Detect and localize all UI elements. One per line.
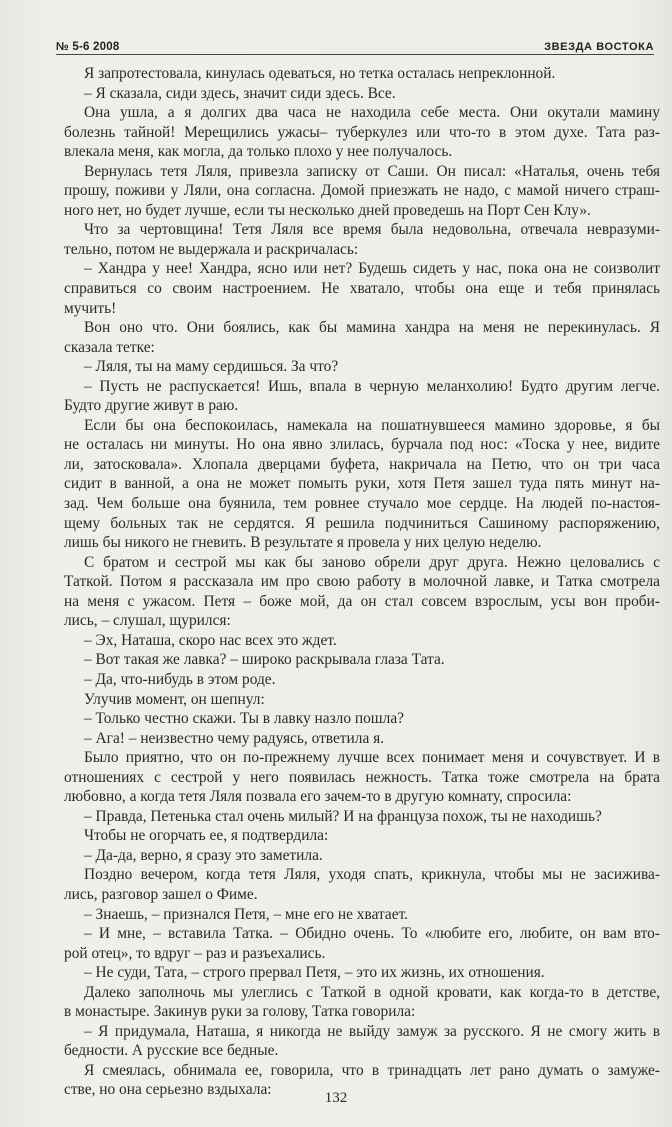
issue-number: № 5-6 2008 [56, 41, 120, 53]
text-line: – Да-да, верно, я сразу это заметила. [84, 846, 323, 864]
text-line: С братом и сестрой мы как бы заново обрели друг друга. Нежно целовались с [84, 553, 660, 571]
journal-title: ЗВЕЗДА ВОСТОКА [544, 41, 654, 53]
text-line: Поздно вечером, когда тетя Ляля, уходя спать, крикнула, чтобы мы не засижива- [84, 866, 660, 884]
text-line: Вернулась тетя Ляля, привезла записку от Саши. Он писал: «Наталья, очень тебя [84, 162, 660, 180]
text-line: Будто другие живут в раю. [64, 397, 239, 415]
text-line: – Эх, Наташа, скоро нас всех это ждет. [84, 631, 337, 649]
text-line: – И мне, – вставила Татка. – Обидно очень. То «любите его, любите, он вам вто- [84, 925, 660, 943]
text-line: мучить! [64, 299, 117, 317]
text-line: прошу, поживи у Ляли, она согласна. Домой приезжать не надо, с мамой ничего страш- [64, 182, 660, 200]
text-line: – Только честно скажи. Ты в лавку назло пошла? [84, 710, 404, 728]
text-line: Чтобы не огорчать ее, я подтвердила: [84, 827, 329, 845]
text-line: Я смеялась, обнимала ее, говорила, что в тринадцать лет рано думать о замуже- [84, 1061, 660, 1079]
header-rule [56, 54, 654, 55]
text-line: – Правда, Петенька стал очень милый? И на француза похож, ты не находишь? [84, 807, 602, 825]
text-line: сидит в ванной, а она не может помыть руки, хотя Петя зашел туда пять минут на- [64, 475, 660, 493]
text-line: зад. Чем больше она буянила, тем ровнее стучало мое сердце. На людей по-настоя- [64, 495, 660, 513]
text-line: – Я сказала, сиди здесь, значит сиди здесь. Все. [84, 84, 396, 102]
body-text [64, 64, 660, 1100]
text-line: тельно, потом не выдержала и раскричалась: [64, 240, 359, 258]
text-line: не осталась ни минуты. Но она явно злилась, бурчала под нос: «Тоска у нее, видите [64, 436, 660, 454]
text-line: в монастыре. Закинув руки за голову, Татка говорила: [64, 1003, 416, 1021]
text-line: Улучив момент, он шепнул: [84, 690, 265, 708]
text-line: Что за чертовщина! Тетя Ляля все время была недовольна, отвечала невразуми- [84, 221, 660, 239]
text-line: влекала меня, как могла, да только плохо у нее получалось. [64, 143, 453, 161]
text-line: Таткой. Потом я рассказала им про свою работу в молочной лавке, и Татка смотрела [64, 573, 660, 591]
text-line: отношениях с сестрой у него появилась нежность. Татка тоже смотрела на брата [64, 768, 660, 786]
text-line: – Я придумала, Наташа, я никогда не выйду замуж за русского. Я не смогу жить в [84, 1022, 660, 1040]
page-number: 132 [324, 1090, 348, 1106]
text-line: ного нет, но будет лучше, если ты несколько дней проведешь на Порт Сен Клу». [64, 201, 591, 219]
running-header [56, 33, 654, 53]
text-line: – Знаешь, – признался Петя, – мне его не хватает. [84, 905, 408, 923]
text-line: Я запротестовала, кинулась одеваться, но тетка осталась непреклонной. [84, 65, 556, 82]
text-line: – Хандра у нее! Хандра, ясно или нет? Будешь сидеть у нас, пока она не соизволит [84, 260, 660, 278]
text-line: – Ляля, ты на маму сердишься. За что? [84, 358, 339, 376]
text-line: – Пусть не распускается! Ишь, впала в черную меланхолию! Будто другим легче. [84, 377, 660, 395]
text-line: – Да, что-нибудь в этом роде. [84, 670, 276, 688]
text-line: лись, – слушал, щурился: [64, 612, 231, 630]
text-line: болезнь тайной! Мерещились ужасы– туберкулез или что-то в этом духе. Тата раз- [64, 123, 660, 141]
text-line: на меня с ужасом. Петя – боже мой, да он стал совсем взрослым, усы вон проби- [64, 592, 660, 610]
text-line: сказала тетке: [64, 338, 155, 356]
text-line: Вон оно что. Они боялись, как бы мамина хандра на меня не перекинулась. Я [84, 319, 660, 337]
text-line: бедности. А русские все бедные. [64, 1042, 279, 1060]
text-line: – Не суди, Тата, – строго прервал Петя, – это их жизнь, их отношения. [84, 964, 545, 982]
text-line: справиться со своим настроением. Не хватало, чтобы она еще и тебя принялась [64, 280, 660, 298]
text-line: ли, затосковала». Хлопала дверцами буфета, накричала на Петю, что он три часа [64, 455, 660, 473]
text-line: – Ага! – неизвестно чему радуясь, ответила я. [84, 729, 385, 747]
text-line: лишь бы никого не гневить. В результате я провела у них целую неделю. [64, 534, 542, 552]
text-line: Далеко заполночь мы улеглись с Таткой в одной кровати, как когда-то в детстве, [84, 983, 660, 1001]
text-line: Она ушла, а я долгих два часа не находила себе места. Они окутали мамину [84, 104, 660, 122]
text-line: лись, разговор зашел о Фиме. [64, 885, 258, 903]
text-line: щему больных так не сердятся. Я решила подчиниться Сашиному распоряжению, [64, 514, 660, 532]
text-line: Было приятно, что он по-прежнему лучше всех понимает меня и сочувствует. И в [84, 749, 660, 767]
text-line: любовно, а когда тетя Ляля позвала его зачем-то в другую комнату, спросила: [64, 788, 572, 806]
text-line: стве, но она серьезно вздыхала: [64, 1081, 272, 1099]
text-line: Если бы она беспокоилась, намекала на пошатнувшееся мамино здоровье, я бы [84, 416, 660, 434]
text-line: – Вот такая же лавка? – широко раскрывала глаза Тата. [84, 651, 445, 669]
text-line: рой отец», то вдруг – раз и разъехались. [64, 944, 326, 962]
